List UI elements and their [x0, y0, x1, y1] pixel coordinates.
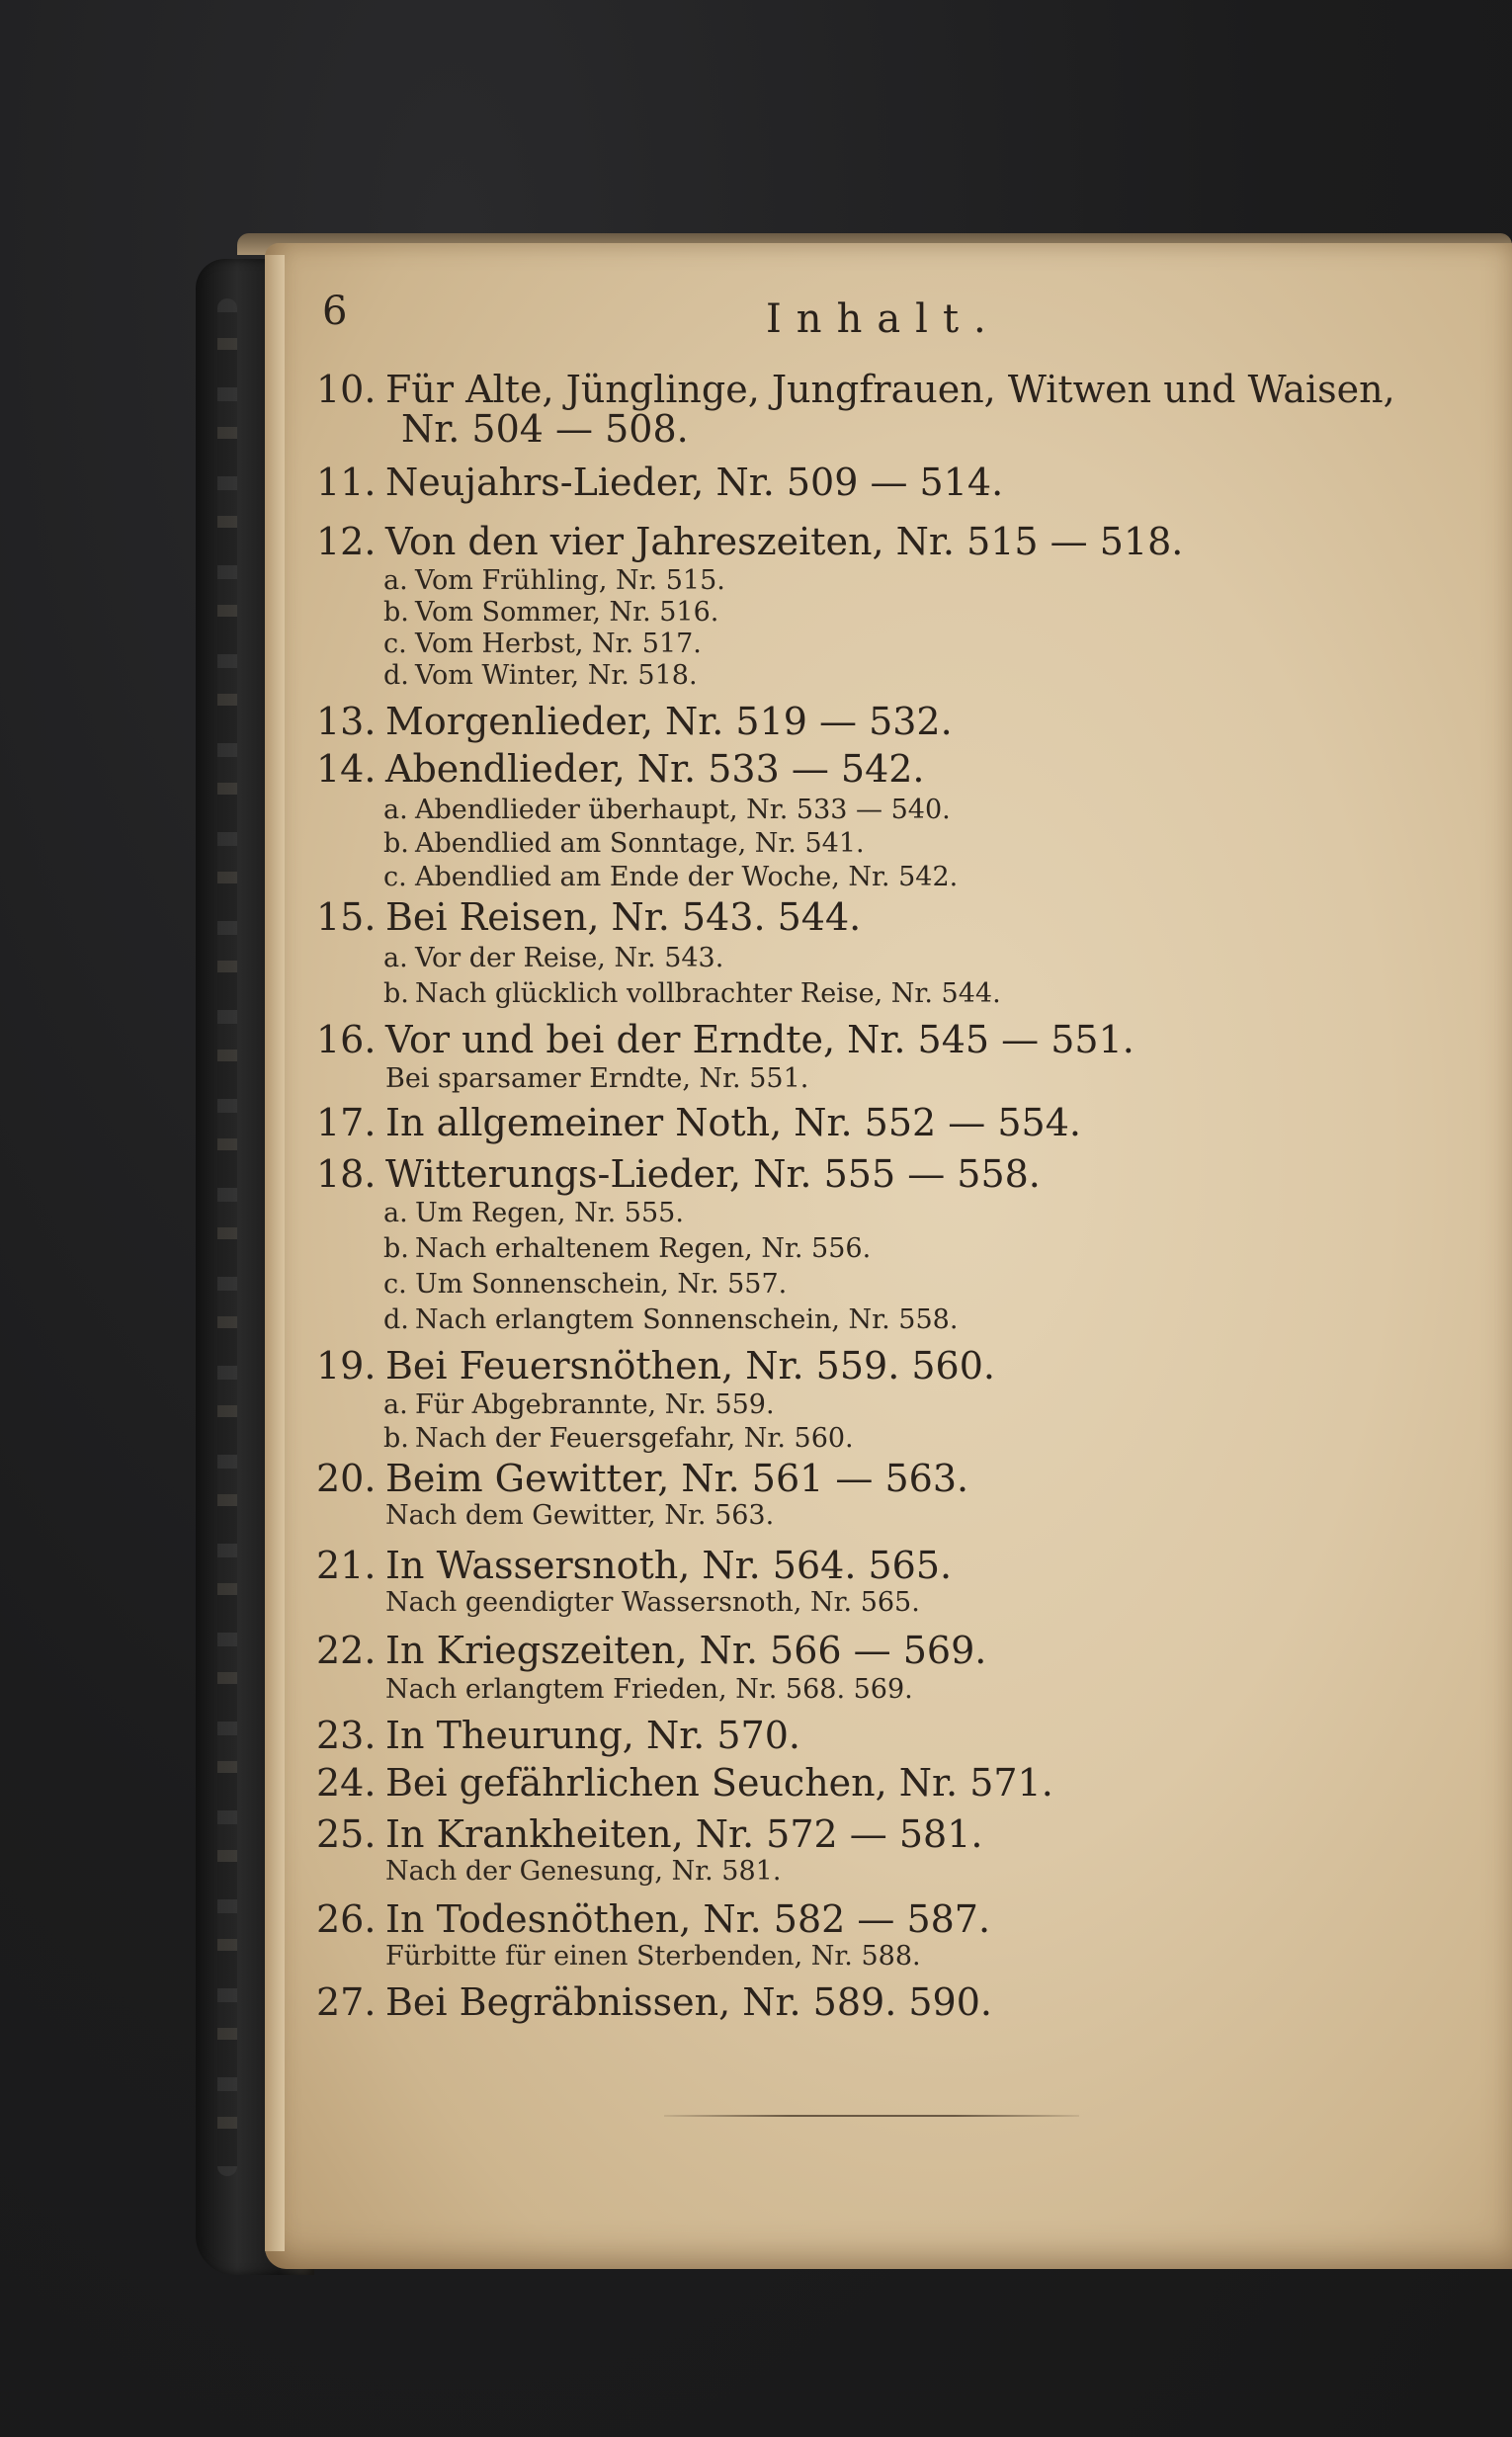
toc-entry-20: [316, 1457, 968, 1500]
entry-title: Bei Begräbnissen, Nr. 589. 590.: [385, 1980, 992, 2024]
toc-subentry: a. Abendlieder überhaupt, Nr. 533 — 540.: [383, 795, 951, 825]
entry-title: Abendlieder, Nr. 533 — 542.: [385, 747, 925, 791]
page-heading: Inhalt.: [766, 296, 1001, 342]
entry-continuation: Nr. 504 — 508.: [401, 407, 689, 451]
toc-subentry: c. Abendlied am Ende der Woche, Nr. 542.: [383, 862, 959, 892]
entry-title: Bei Reisen, Nr. 543. 544.: [385, 895, 862, 939]
entry-number: 13.: [316, 700, 377, 743]
toc-entry-10: [316, 368, 1395, 411]
page-number: 6: [322, 289, 348, 334]
entry-number: 22.: [316, 1629, 377, 1672]
entry-title: In allgemeiner Noth, Nr. 552 — 554.: [385, 1101, 1081, 1144]
entry-title: Morgenlieder, Nr. 519 — 532.: [385, 700, 953, 743]
entry-number: 19.: [316, 1344, 377, 1387]
entry-title: In Wassersnoth, Nr. 564. 565.: [385, 1544, 953, 1587]
toc-note: Nach erlangtem Frieden, Nr. 568. 569.: [385, 1674, 913, 1705]
toc-subentry: d. Vom Winter, Nr. 518.: [383, 660, 698, 691]
toc-entry-15: [316, 895, 861, 939]
toc-entry-18: [316, 1152, 1041, 1196]
toc-entry-21: [316, 1544, 952, 1587]
toc-entry-24: [316, 1761, 1053, 1805]
toc-entry-12: [316, 520, 1183, 563]
entry-title: In Todesnöthen, Nr. 582 — 587.: [385, 1897, 991, 1941]
toc-entry-25: [316, 1812, 982, 1856]
entry-number: 24.: [316, 1761, 377, 1805]
toc-subentry: a. Um Regen, Nr. 555.: [383, 1198, 684, 1228]
entry-title: Witterungs-Lieder, Nr. 555 — 558.: [385, 1152, 1041, 1196]
entry-title: Vor und bei der Erndte, Nr. 545 — 551.: [385, 1018, 1134, 1061]
page-gutter: [265, 255, 285, 2251]
entry-number: 11.: [316, 461, 377, 504]
entry-number: 26.: [316, 1897, 377, 1941]
entry-number: 27.: [316, 1980, 377, 2024]
entry-title: Bei Feuersnöthen, Nr. 559. 560.: [385, 1344, 995, 1387]
entry-title: In Theurung, Nr. 570.: [385, 1714, 800, 1757]
entry-title: Neujahrs-Lieder, Nr. 509 — 514.: [385, 461, 1004, 504]
toc-entry-11: [316, 461, 1003, 504]
toc-subentry: a. Vom Frühling, Nr. 515.: [383, 565, 725, 596]
entry-title: Für Alte, Jünglinge, Jungfrauen, Witwen und Waisen,: [385, 368, 1395, 411]
toc-note: Nach dem Gewitter, Nr. 563.: [385, 1500, 775, 1531]
entry-number: 21.: [316, 1544, 377, 1587]
toc-subentry: b. Vom Sommer, Nr. 516.: [383, 597, 719, 628]
entry-number: 25.: [316, 1812, 377, 1856]
entry-title: In Krankheiten, Nr. 572 — 581.: [385, 1812, 983, 1856]
entry-number: 15.: [316, 895, 377, 939]
entry-title: Bei gefährlichen Seuchen, Nr. 571.: [385, 1761, 1053, 1805]
toc-subentry: b. Nach glücklich vollbrachter Reise, Nr. 544.: [383, 978, 1001, 1009]
toc-subentry: b. Nach erhaltenem Regen, Nr. 556.: [383, 1233, 872, 1264]
toc-entry-27: [316, 1980, 992, 2024]
entry-number: 23.: [316, 1714, 377, 1757]
toc-subentry: b. Nach der Feuersgefahr, Nr. 560.: [383, 1423, 854, 1454]
entry-number: 10.: [316, 368, 377, 411]
toc-note: Bei sparsamer Erndte, Nr. 551.: [385, 1063, 809, 1094]
toc-note: Nach geendigter Wassersnoth, Nr. 565.: [385, 1587, 920, 1618]
entry-number: 16.: [316, 1018, 377, 1061]
toc-entry-26: [316, 1897, 990, 1941]
toc-subentry: a. Vor der Reise, Nr. 543.: [383, 943, 724, 973]
toc-subentry: a. Für Abgebrannte, Nr. 559.: [383, 1389, 775, 1420]
entry-number: 18.: [316, 1152, 377, 1196]
toc-entry-19: [316, 1344, 995, 1387]
toc-entry-22: [316, 1629, 986, 1672]
entry-number: 20.: [316, 1457, 377, 1500]
toc-subentry: d. Nach erlangtem Sonnenschein, Nr. 558.: [383, 1304, 959, 1335]
entry-number: 14.: [316, 747, 377, 791]
entry-number: 12.: [316, 520, 377, 563]
toc-note: Nach der Genesung, Nr. 581.: [385, 1856, 782, 1887]
toc-entry-14: [316, 747, 925, 791]
toc-note: Fürbitte für einen Sterbenden, Nr. 588.: [385, 1941, 921, 1972]
entry-number: 17.: [316, 1101, 377, 1144]
end-rule: [664, 2115, 1079, 2117]
entry-title: Von den vier Jahreszeiten, Nr. 515 — 518.: [385, 520, 1184, 563]
toc-subentry: b. Abendlied am Sonntage, Nr. 541.: [383, 828, 865, 859]
toc-subentry: c. Um Sonnenschein, Nr. 557.: [383, 1269, 788, 1300]
entry-title: In Kriegszeiten, Nr. 566 — 569.: [385, 1629, 987, 1672]
toc-entry-17: [316, 1101, 1081, 1144]
entry-title: Beim Gewitter, Nr. 561 — 563.: [385, 1457, 969, 1500]
toc-subentry: c. Vom Herbst, Nr. 517.: [383, 629, 702, 659]
toc-entry-13: [316, 700, 953, 743]
toc-entry-23: [316, 1714, 800, 1757]
toc-entry-16: [316, 1018, 1134, 1061]
